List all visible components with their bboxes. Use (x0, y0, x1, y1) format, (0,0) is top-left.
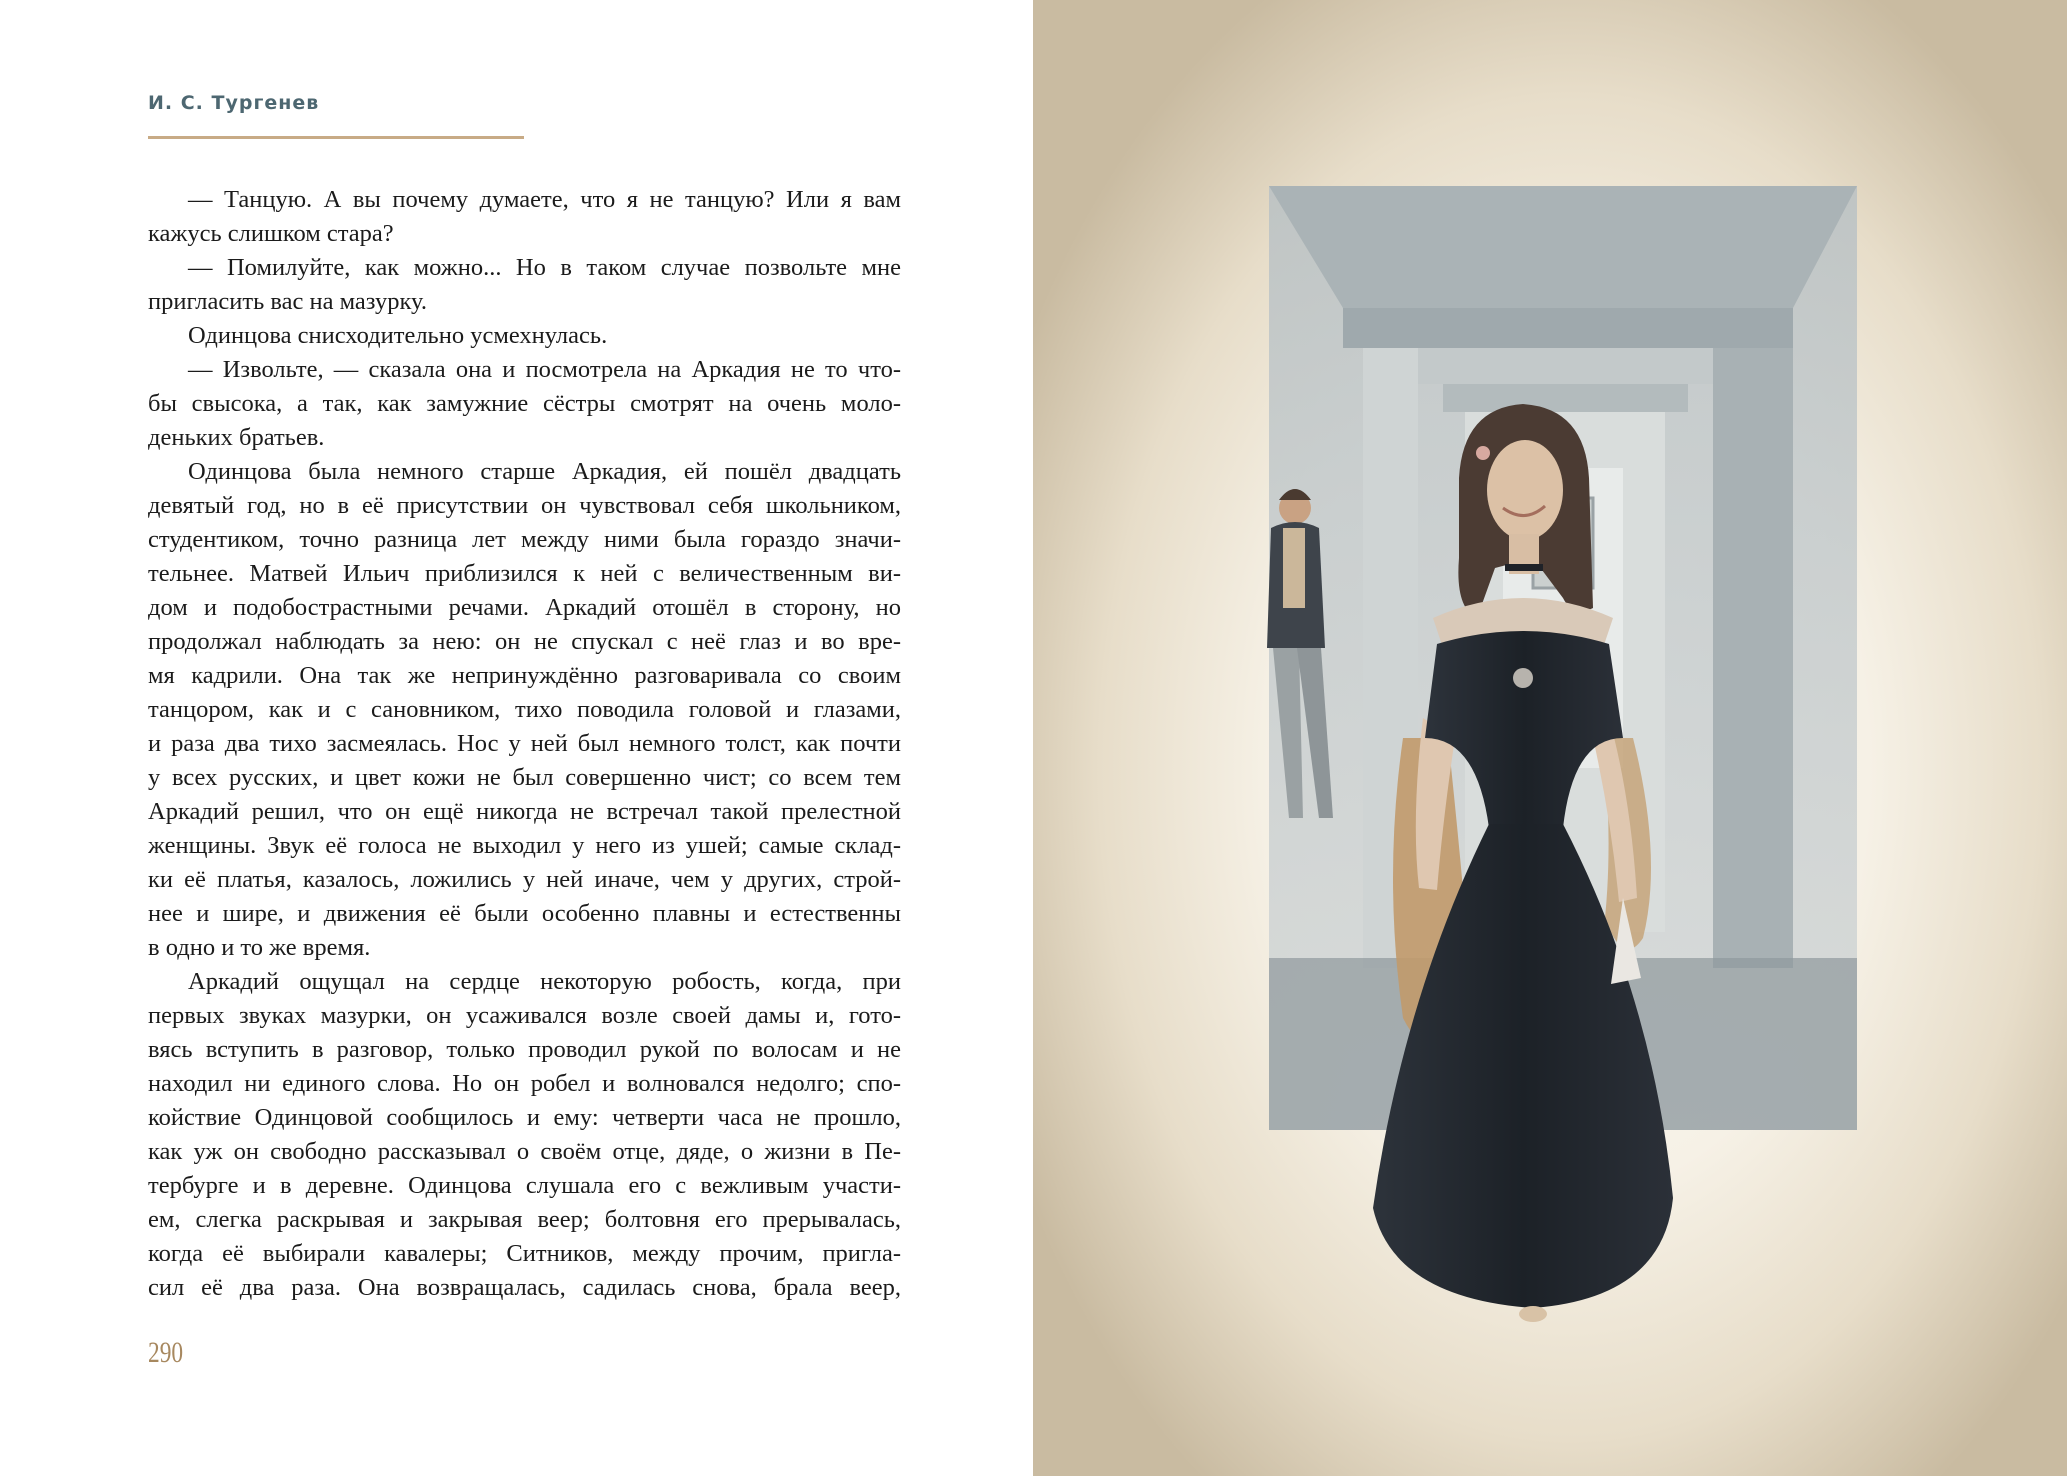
doorway-frame-2 (1443, 384, 1688, 412)
text-line: дом и подобострастными речами. Аркадий отошёл в сторону, но (148, 594, 901, 621)
text-line: бы свысока, а так, как замужние сёстры смотрят на очень моло- (148, 390, 901, 417)
left-page (0, 0, 1033, 1476)
text-line: Одинцова снисходительно усмехнулась. (188, 322, 608, 349)
text-line: и раза два тихо засмеялась. Нос у ней был немного толст, как почти (148, 730, 901, 757)
ceiling-beam (1343, 308, 1793, 348)
text-line: Аркадий ощущал на сердце некоторую робость, когда, при (188, 968, 901, 995)
text-line: у всех русских, и цвет кожи не был совершенно чист; со всем тем (148, 764, 901, 791)
text-line: ки её платья, казалось, ложились у ней иначе, чем у других, строй- (148, 866, 901, 893)
text-line: тельнее. Матвей Ильич приблизился к ней с величественным ви- (148, 560, 901, 587)
text-line: продолжал наблюдать за нею: он не спускал с неё глаз и во вре- (148, 628, 901, 655)
text-line: когда её выбирали кавалеры; Ситников, между прочим, пригла- (148, 1240, 901, 1267)
ceiling (1269, 186, 1857, 308)
text-line: нее и шире, и движения её были особенно плавны и естественны (148, 900, 901, 927)
slipper (1519, 1306, 1547, 1322)
text-line: студентиком, точно разница лет между ними была гораздо значи- (148, 526, 901, 553)
page-number: 290 (148, 1336, 184, 1369)
running-head-author: И. С. Тургенев (148, 92, 320, 114)
text-line: — Помилуйте, как можно... Но в таком случае позвольте мне (188, 254, 901, 281)
text-line: ем, слегка раскрывая и закрывая веер; болтовня его прерывалась, (148, 1206, 901, 1233)
text-line: находил ни единого слова. Но он робел и волновался недолго; спо- (148, 1070, 901, 1097)
text-line: танцором, как и с сановником, тихо поводила головой и глазами, (148, 696, 901, 723)
text-line: первых звуках мазурки, он усаживался возле своей дамы и, гото- (148, 1002, 901, 1029)
text-line: вясь вступить в разговор, только проводил рукой по волосам и не (148, 1036, 901, 1063)
text-line: Аркадий решил, что он ещё никогда не встречал такой прелестной (148, 798, 901, 825)
body-text (148, 183, 901, 1305)
header-rule (148, 136, 524, 139)
text-line: как уж он свободно рассказывал о своём отце, дяде, о жизни в Пе- (148, 1138, 901, 1165)
hair-flower (1476, 446, 1490, 460)
brooch (1513, 668, 1533, 688)
text-line: койствие Одинцовой сообщилось и ему: четверти часа не прошло, (148, 1104, 901, 1131)
text-line: Одинцова была немного старше Аркадия, ей пошёл двадцать (188, 458, 901, 485)
doorway-frame-1 (1418, 348, 1713, 384)
text-line: пригласить вас на мазурку. (148, 288, 427, 315)
text-line: мя кадрили. Она так же непринуждённо разговаривала со своим (148, 662, 901, 689)
text-line: — Танцую. А вы почему думаете, что я не танцую? Или я вам (188, 186, 901, 213)
right-pillar (1713, 348, 1793, 968)
text-line: тербурге и в деревне. Одинцова слушала его с вежливым участи- (148, 1172, 901, 1199)
text-line: — Извольте, — сказала она и посмотрела на Аркадия не то что- (188, 356, 901, 383)
text-line: кажусь слишком стара? (148, 220, 394, 247)
right-page-illustration (1033, 0, 2067, 1476)
text-line: сил её два раза. Она возвращалась, садилась снова, брала веер, (148, 1274, 901, 1301)
text-line: женщины. Звук её голоса не выходил у него из ушей; самые склад- (148, 832, 901, 859)
text-line: деньких братьев. (148, 424, 325, 451)
text-line: девятый год, но в её присутствии он чувствовал себя школьником, (148, 492, 901, 519)
text-line: в одно и то же время. (148, 934, 371, 961)
watercolor-illustration (1233, 178, 1903, 1378)
